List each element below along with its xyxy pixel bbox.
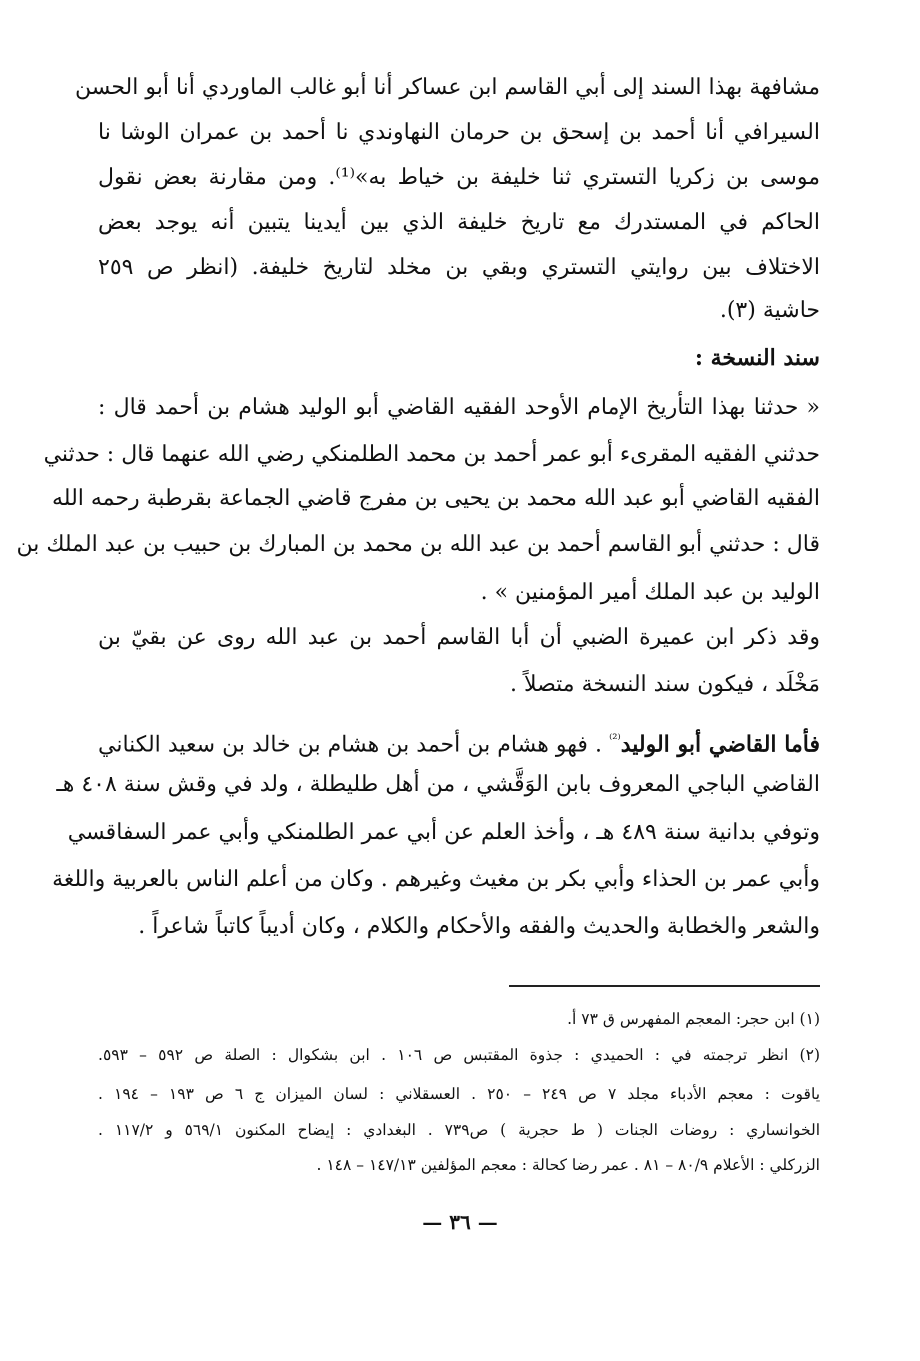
footnote-line: ياقوت : معجم الأدباء مجلد ٧ ص ٢٤٩ – ٢٥٠ . العسقلاني : لسان الميزان ج ٦ ص ١٩٣ – ١٩٤ . [98,1085,821,1103]
footnote-line: (٢) انظر ترجمته في : الحميدي : جذوة المقتبس ص ١٠٦ . ابن بشكوال : الصلة ص ٥٩٢ – ٥٩٣. [98,1046,820,1064]
text-line: وأبي عمر بن الحذاء وأبي بكر بن مغيث وغيرهم . وكان من أعلم الناس بالعربية واللغة [52,867,820,892]
text-line: الحاكم في المستدرك مع تاريخ خليفة الذي بين أيدينا يتبين أنه يوجد بعض [98,210,820,235]
text-line: القاضي الباجي المعروف بابن الوَقَّشي ، من أهل طليطلة ، ولد في وقش سنة ٤٠٨ هـ [56,772,820,797]
text-line: وقد ذكر ابن عميرة الضبي أن أبا القاسم أحمد بن عبد الله روى عن بقيّ بن [98,625,820,650]
footnote-separator [509,985,820,987]
footnote-line: الخوانساري : روضات الجنات ( ط حجرية ) ص٧٣٩ . البغدادي : إيضاح المكنون ٥٦٩/١ و ١١٧/٢ . [98,1121,821,1139]
text-line: الوليد بن عبد الملك أمير المؤمنين » . [480,580,820,605]
text-line: الفقيه القاضي أبو عبد الله محمد بن يحيى بن مفرج قاضي الجماعة بقرطبة رحمه الله [52,486,820,511]
text-line [98,725,820,760]
text-line: حدثني الفقيه المقرىء أبو عمر أحمد بن محمد الطلمنكي رضي الله عنهما قال : حدثني [43,442,820,467]
text-line: موسى بن زكريا التستري ثنا خليفة بن خياط به»⁽¹⁾. ومن مقارنة بعض نقول [98,165,820,190]
footnote-line: الزركلي : الأعلام ٨٠/٩ – ٨١ . عمر رضا كحالة : معجم المؤلفين ١٤٧/١٣ – ١٤٨ . [316,1156,820,1174]
text-line: السيرافي أنا أحمد بن إسحق بن حرمان النهاوندي نا أحمد بن عمران الوشا نا [98,120,820,145]
section-heading: سند النسخة : [694,345,820,371]
text-line: مَخْلَد ، فيكون سند النسخة متصلاً . [509,672,820,697]
text-line: مشافهة بهذا السند إلى أبي القاسم ابن عساكر أنا أبو غالب الماوردي أنا أبو الحسن [74,75,820,100]
text-line: قال : حدثني أبو القاسم أحمد بن عبد الله بن محمد بن المبارك بن حبيب بن عبد الملك بن [16,532,820,557]
text-line: « حدثنا بهذا التأريخ الإمام الأوحد الفقيه القاضي أبو الوليد هشام بن أحمد قال : [98,395,820,420]
text-line: والشعر والخطابة والحديث والفقه والأحكام والكلام ، وكان أديباً كاتباً شاعراً . [138,914,820,939]
lead-continuation: . فهو هشام بن أحمد بن هشام بن خالد بن سعيد الكناني [98,732,610,758]
footnote-line: (١) ابن حجر: المعجم المفهرس ق ٧٣ أ. [567,1010,820,1028]
page-number: — ٣٦ — [422,1210,498,1234]
text-line: حاشية (٣). [719,298,820,323]
bold-lead: فأما القاضي أبو الوليد [620,731,820,758]
text-line: وتوفي بدانية سنة ٤٨٩ هـ ، وأخذ العلم عن أبي عمر الطلمنكي وأبي عمر السفاقسي [67,820,820,845]
text-line: الاختلاف بين روايتي التستري وبقي بن مخلد لتاريخ خليفة. (انظر ص ٢٥٩ [98,255,820,280]
footnote-marker: ⁽²⁾ [609,732,621,747]
